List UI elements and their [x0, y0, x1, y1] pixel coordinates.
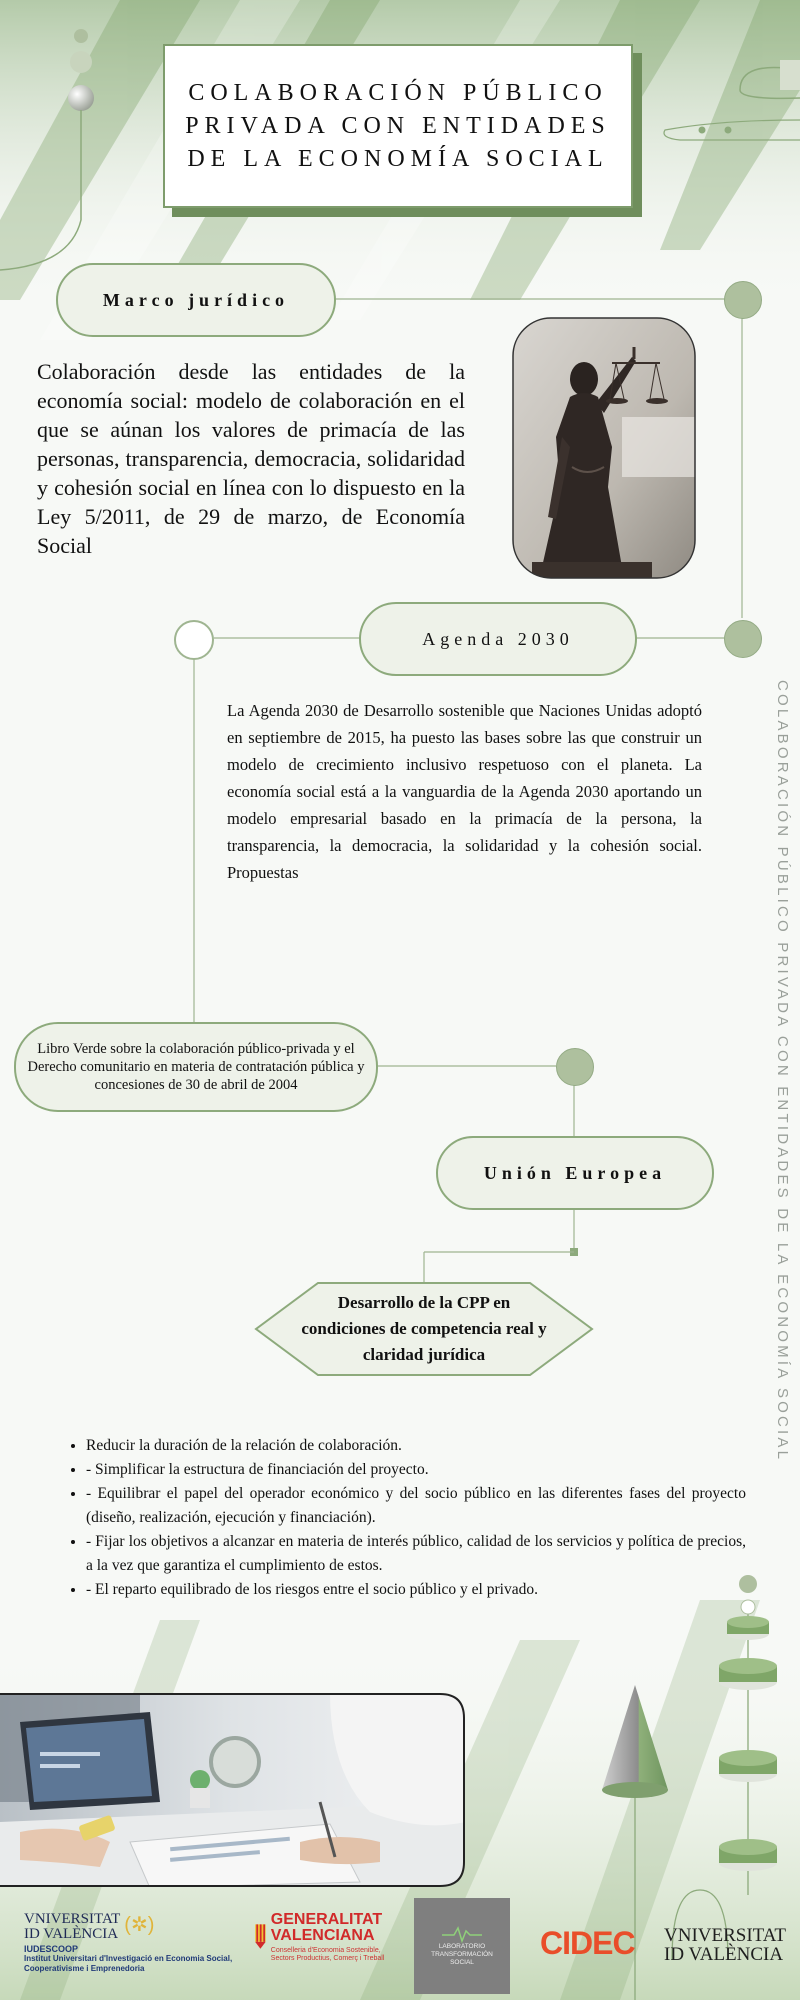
title-box — [163, 44, 633, 208]
list-item: • - El reparto equilibrado de los riesgos entre el socio público y el privado. — [86, 1578, 746, 1602]
business-meeting-photo — [0, 1692, 466, 1888]
generalitat-line1: GENERALITAT — [270, 1911, 383, 1928]
connector-dot — [556, 1048, 594, 1086]
laboratorio-logo — [414, 1898, 510, 1994]
union-europea-pill — [436, 1136, 714, 1210]
generalitat-sublabel: Conselleria d'Economia Sostenible, Sectors Productius, Comerç i Treball — [270, 1947, 385, 1962]
generalitat-shield-icon — [254, 1912, 267, 1960]
marco-juridico-text: Colaboración desde las entidades de la economía social: modelo de colaboración en el que se aúnan los valores de primacía de las personas, transparencia, democracia, solidaridad y cohesión social en línea con lo dispuesto en la Ley 5/2011, de 29 de marzo, de Economía Social — [37, 359, 465, 558]
agenda-2030-text: La Agenda 2030 de Desarrollo sostenible que Naciones Unidas adoptó en septiembre de 2015, ha puesto las bases sobre las que construir un modelo de crecimiento inclusivo respetuoso con el planeta. La economía social está a la vanguardia de la Agenda 2030 aportando un modelo empresarial basado en la primacía de la persona, la transparencia, la democracia, la solidaridad y la cohesión social. Propuestas — [227, 701, 702, 882]
iudescoop-emblem-icon: (✲) — [124, 1914, 155, 1936]
list-item: • - Equilibrar el papel del operador económico y del socio público en las diferentes fases del proyecto (diseño, realización, ejecución y financiación). — [86, 1482, 746, 1530]
side-vertical-title: COLABORACIÓN PÚBLICO PRIVADA CON ENTIDADES DE LA ECONOMÍA SOCIAL — [774, 680, 791, 1463]
pulse-line-icon — [442, 1925, 482, 1943]
generalitat-logo — [254, 1912, 402, 1984]
goal-text: Desarrollo de la CPP en condiciones de competencia real y claridad jurídica — [301, 1293, 547, 1364]
libro-verde-pill — [14, 1022, 378, 1112]
uv2-logo-line2: ID VALÈNCIA — [664, 1944, 784, 1965]
iudescoop-label: IUDESCOOP — [24, 1944, 79, 1954]
uv-logo-line2: ID VALÈNCIA — [24, 1926, 119, 1942]
connector-ring — [174, 620, 214, 660]
cidec-label: CIDEC — [540, 1924, 635, 1961]
uv-logo-line1: VNIVERSITAT — [24, 1911, 121, 1927]
union-europea-heading: Unión Europea — [483, 1162, 667, 1183]
cidec-logo — [540, 1918, 640, 1968]
uv-logo — [664, 1926, 794, 1972]
list-item: • - Fijar los objetivos a alcanzar en materia de interés público, calidad de los servicios y política de precios, a la vez que garantiza el cumplimiento de estos. — [86, 1530, 746, 1578]
connector-dot — [724, 281, 762, 319]
proposal-list — [64, 1434, 746, 1602]
laboratorio-line3: SOCIAL — [450, 1959, 474, 1966]
libro-verde-text: Libro Verde sobre la colaboración público-privada y el Derecho comunitario en materia de contratación pública y concesiones de 30 de abril de 2004 — [27, 1041, 365, 1093]
agenda-2030-heading: Agenda 2030 — [422, 628, 574, 649]
page-title: COLABORACIÓN PÚBLICO PRIVADA CON ENTIDADES DE LA ECONOMÍA SOCIAL — [185, 79, 611, 172]
connector-dot — [724, 620, 762, 658]
generalitat-line2: VALENCIANA — [270, 1927, 375, 1944]
marco-juridico-pill — [56, 263, 336, 337]
list-item: • - Simplificar la estructura de financiación del proyecto. — [86, 1458, 746, 1482]
iudescoop-sublabel: Institut Universitari d'Investigació en Economia Social, Cooperativisme i Emprenedoria — [24, 1954, 233, 1973]
justice-statue-photo — [512, 317, 696, 579]
laboratorio-line2: TRANSFORMACIÓN — [431, 1951, 493, 1958]
list-item: • Reducir la duración de la relación de colaboración. — [86, 1434, 746, 1458]
uv2-logo-line1: VNIVERSITAT — [664, 1925, 786, 1946]
iudescoop-logo — [24, 1912, 234, 1980]
laboratorio-line1: LABORATORIO — [438, 1943, 486, 1950]
agenda-2030-pill — [359, 602, 637, 676]
marco-juridico-heading: Marco jurídico — [102, 289, 290, 310]
